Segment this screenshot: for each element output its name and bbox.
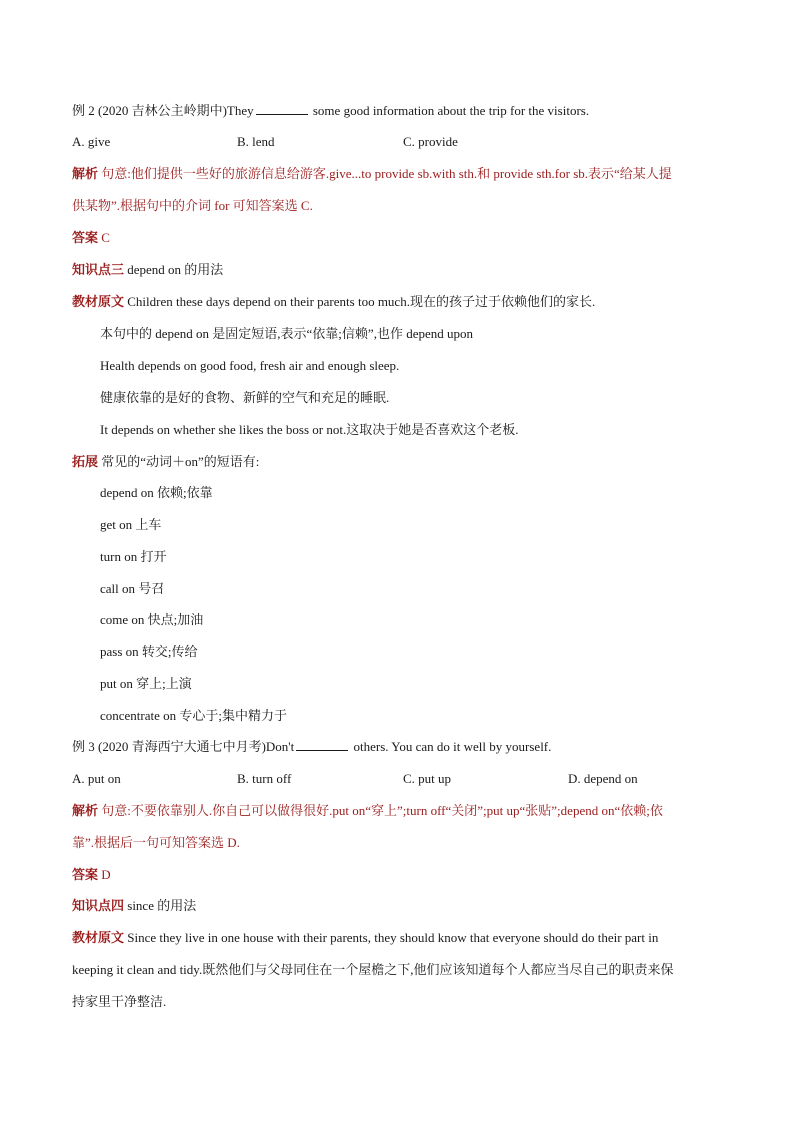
phrase-item: come on 快点;加油: [100, 612, 204, 627]
phrase-item: depend on 依赖;依靠: [100, 485, 213, 500]
answer-blank: [296, 738, 348, 751]
phrase-item: get on 上车: [100, 517, 162, 532]
analysis-text: 句意:不要依靠别人.你自己可以做得很好.put on“穿上”;turn off“关闭”;put up“张贴”;depend on“依赖;依: [98, 803, 663, 818]
example-2-analysis-cont: [72, 196, 722, 216]
example-2-analysis: [72, 164, 722, 184]
example-3-suffix: others. You can do it well by yourself.: [350, 739, 552, 754]
example-sentence-cn: 健康依靠的是好的食物、新鲜的空气和充足的睡眠.: [100, 390, 390, 405]
answer-label: 答案: [72, 867, 99, 882]
extension-heading: [72, 452, 722, 472]
extension-label: 拓展: [72, 454, 99, 469]
usage-note: 本句中的 depend on 是固定短语,表示“依靠;信赖”,也作 depend upon: [100, 326, 473, 341]
example-2-answer: [72, 228, 722, 248]
extension-text: 常见的“动词＋on”的短语有:: [98, 454, 260, 469]
knowledge-point-label: 知识点三: [72, 262, 125, 277]
phrase-item: put on 穿上;上演: [100, 676, 192, 691]
analysis-label: 解析: [72, 166, 99, 181]
analysis-text-cont: 供某物”.根据句中的介词 for 可知答案选 C.: [72, 198, 313, 213]
option-b: B. lend: [237, 134, 275, 149]
phrase-item: pass on 转交;传给: [100, 644, 198, 659]
knowledge-point-3-heading: [72, 260, 722, 280]
option-a: A. give: [72, 134, 111, 149]
option-b: B. turn off: [237, 771, 292, 786]
option-a: A. put on: [72, 771, 121, 786]
textbook-original: [72, 928, 722, 948]
answer-label: 答案: [72, 230, 99, 245]
example-3-answer: [72, 865, 722, 885]
textbook-text-cont: keeping it clean and tidy.既然他们与父母同住在一个屋檐之下,他们应该知道每个人都应当尽自己的职责来保: [72, 962, 674, 977]
example-2-prefix: 例 2 (2020 吉林公主岭期中)They: [72, 103, 254, 118]
textbook-text-cont: 持家里干净整洁.: [72, 994, 167, 1009]
phrase-item: turn on 打开: [100, 549, 167, 564]
phrase-item: call on 号召: [100, 581, 165, 596]
option-c: C. put up: [403, 771, 452, 786]
textbook-label: 教材原文: [72, 294, 125, 309]
example-3-analysis-cont: [72, 833, 722, 853]
analysis-text-cont: 靠”.根据后一句可知答案选 D.: [72, 835, 240, 850]
option-d: D. depend on: [568, 771, 638, 786]
example-2-suffix: some good information about the trip for the visitors.: [309, 103, 590, 118]
option-c: C. provide: [403, 134, 458, 149]
answer-value: C: [98, 230, 110, 245]
analysis-text: 句意:他们提供一些好的旅游信息给游客.give...to provide sb.with sth.和 provide sth.for sb.表示“给某人提: [98, 166, 672, 181]
example-3-question: [72, 737, 722, 757]
answer-value: D: [98, 867, 111, 882]
knowledge-point-label: 知识点四: [72, 898, 125, 913]
answer-blank: [256, 102, 308, 115]
textbook-original: [72, 292, 722, 312]
example-sentence-en: Health depends on good food, fresh air and enough sleep.: [100, 358, 400, 373]
knowledge-point-4-heading: [72, 896, 722, 916]
knowledge-point-title: depend on 的用法: [124, 262, 224, 277]
knowledge-point-title: since 的用法: [124, 898, 197, 913]
example-3-analysis: [72, 801, 722, 821]
example-3-prefix: 例 3 (2020 青海西宁大通七中月考)Don't: [72, 739, 295, 754]
textbook-text: Children these days depend on their parents too much.现在的孩子过于依赖他们的家长.: [124, 294, 596, 309]
textbook-text: Since they live in one house with their parents, they should know that everyone should do their part in: [124, 930, 659, 945]
analysis-label: 解析: [72, 803, 99, 818]
phrase-item: concentrate on 专心于;集中精力于: [100, 708, 288, 723]
example-sentence-2: It depends on whether she likes the boss or not.这取决于她是否喜欢这个老板.: [100, 422, 519, 437]
textbook-label: 教材原文: [72, 930, 125, 945]
example-2-question: [72, 101, 722, 121]
